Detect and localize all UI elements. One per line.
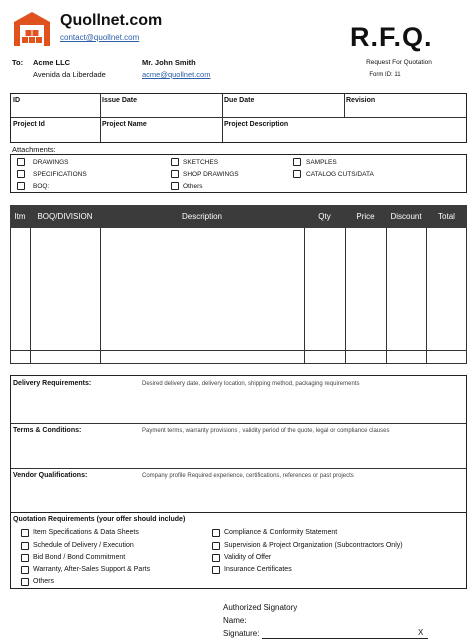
checkbox-label: SHOP DRAWINGS [183, 171, 239, 178]
items-table-header [10, 205, 467, 228]
checkbox-compliance[interactable] [212, 529, 220, 537]
requirement-label: Compliance & Conformity Statement [224, 529, 338, 536]
signature-label: Signature: [223, 629, 260, 638]
field-project-id[interactable]: Project Id [13, 121, 45, 128]
checkbox-insurance[interactable] [212, 566, 220, 574]
name-label: Name: [223, 616, 247, 625]
quotation-requirements-title: Quotation Requirements (your offer should include) [13, 516, 186, 523]
checkbox-sketches[interactable] [171, 158, 179, 166]
contact-email-link[interactable]: acme@quollnet.com [142, 70, 211, 79]
authorized-signatory-title: Authorized Signatory [223, 603, 298, 612]
column-header-total: Total [438, 212, 455, 221]
company-name: Quollnet.com [60, 12, 163, 29]
checkbox-warranty[interactable] [21, 566, 29, 574]
document-title: R.F.Q. [350, 22, 433, 52]
items-table-body[interactable] [10, 228, 467, 364]
signature-line[interactable] [262, 638, 428, 639]
delivery-requirements-title: Delivery Requirements: [13, 380, 92, 387]
company-email-link[interactable]: contact@quollnet.com [60, 33, 140, 42]
column-header-discount: Discount [390, 212, 422, 221]
checkbox-label: SPECIFICATIONS [33, 171, 87, 178]
field-project-description[interactable]: Project Description [224, 121, 289, 128]
checkbox-samples[interactable] [293, 158, 301, 166]
checkbox-others-requirement[interactable] [21, 578, 29, 586]
checkbox-label: BOQ: [33, 183, 50, 190]
field-revision[interactable]: Revision [346, 97, 376, 104]
checkbox-catalog-cuts[interactable] [293, 170, 301, 178]
checkbox-shop-drawings[interactable] [171, 170, 179, 178]
requirement-label: Supervision & Project Organization (Subcontractors Only) [224, 542, 403, 549]
checkbox-label: SKETCHES [183, 159, 219, 166]
checkbox-bid-bond[interactable] [21, 554, 29, 562]
checkbox-drawings[interactable] [17, 158, 25, 166]
requirement-label: Schedule of Delivery / Execution [33, 542, 134, 549]
terms-conditions-desc[interactable]: Payment terms, warranty provisions , validity period of the quote, legal or compliance clauses [142, 428, 390, 434]
column-header-item: Itm [14, 212, 26, 221]
checkbox-boq[interactable] [17, 182, 25, 190]
checkbox-schedule-delivery[interactable] [21, 542, 29, 550]
requirement-label: Insurance Certificates [224, 566, 292, 573]
checkbox-others[interactable] [171, 182, 179, 190]
column-header-boq: BOQ/DIVISION [37, 212, 93, 221]
requirements-box [10, 375, 467, 513]
requirement-label: Others [33, 578, 55, 585]
vendor-qualifications-desc[interactable]: Company profile Required experience, certifications, references or past projects [142, 473, 354, 479]
requirement-label: Bid Bond / Bond Commitment [33, 554, 126, 561]
quotation-requirements-box [10, 513, 467, 589]
terms-conditions-title: Terms & Conditions: [13, 427, 82, 434]
checkbox-label: Others [183, 183, 203, 190]
project-info-table [10, 93, 467, 143]
column-header-price: Price [356, 212, 375, 221]
attachments-box [10, 154, 467, 193]
checkbox-supervision[interactable] [212, 542, 220, 550]
attachments-title: Attachments: [12, 145, 56, 154]
checkbox-specifications[interactable] [17, 170, 25, 178]
checkbox-label: SAMPLES [306, 159, 337, 166]
form-id: Form ID: 11 [369, 72, 401, 78]
requirement-label: Warranty, After-Sales Support & Parts [33, 566, 151, 573]
document-subtitle: Request For Quotation [366, 59, 432, 66]
field-due-date[interactable]: Due Date [224, 97, 255, 104]
signature-mark: X [418, 628, 424, 637]
warehouse-logo-icon [12, 10, 52, 48]
recipient-address: Avenida da Liberdade [33, 70, 106, 79]
checkbox-item-specifications[interactable] [21, 529, 29, 537]
recipient-company: Acme LLC [33, 58, 71, 67]
to-label: To: [12, 58, 24, 67]
column-header-qty: Qty [318, 212, 331, 221]
requirement-label: Item Specifications & Data Sheets [33, 529, 139, 536]
vendor-qualifications-title: Vendor Qualifications: [13, 472, 88, 479]
delivery-requirements-desc[interactable]: Desired delivery date, delivery location, shipping method, packaging requirements [142, 381, 360, 387]
column-header-description: Description [181, 212, 222, 221]
requirement-label: Validity of Offer [224, 554, 272, 561]
field-issue-date[interactable]: Issue Date [102, 97, 138, 104]
checkbox-validity[interactable] [212, 554, 220, 562]
checkbox-label: DRAWINGS [33, 159, 69, 166]
contact-name: Mr. John Smith [142, 58, 196, 67]
field-id[interactable]: ID [13, 97, 20, 104]
field-project-name[interactable]: Project Name [102, 121, 147, 128]
checkbox-label: CATALOG CUTS/DATA [306, 171, 374, 178]
